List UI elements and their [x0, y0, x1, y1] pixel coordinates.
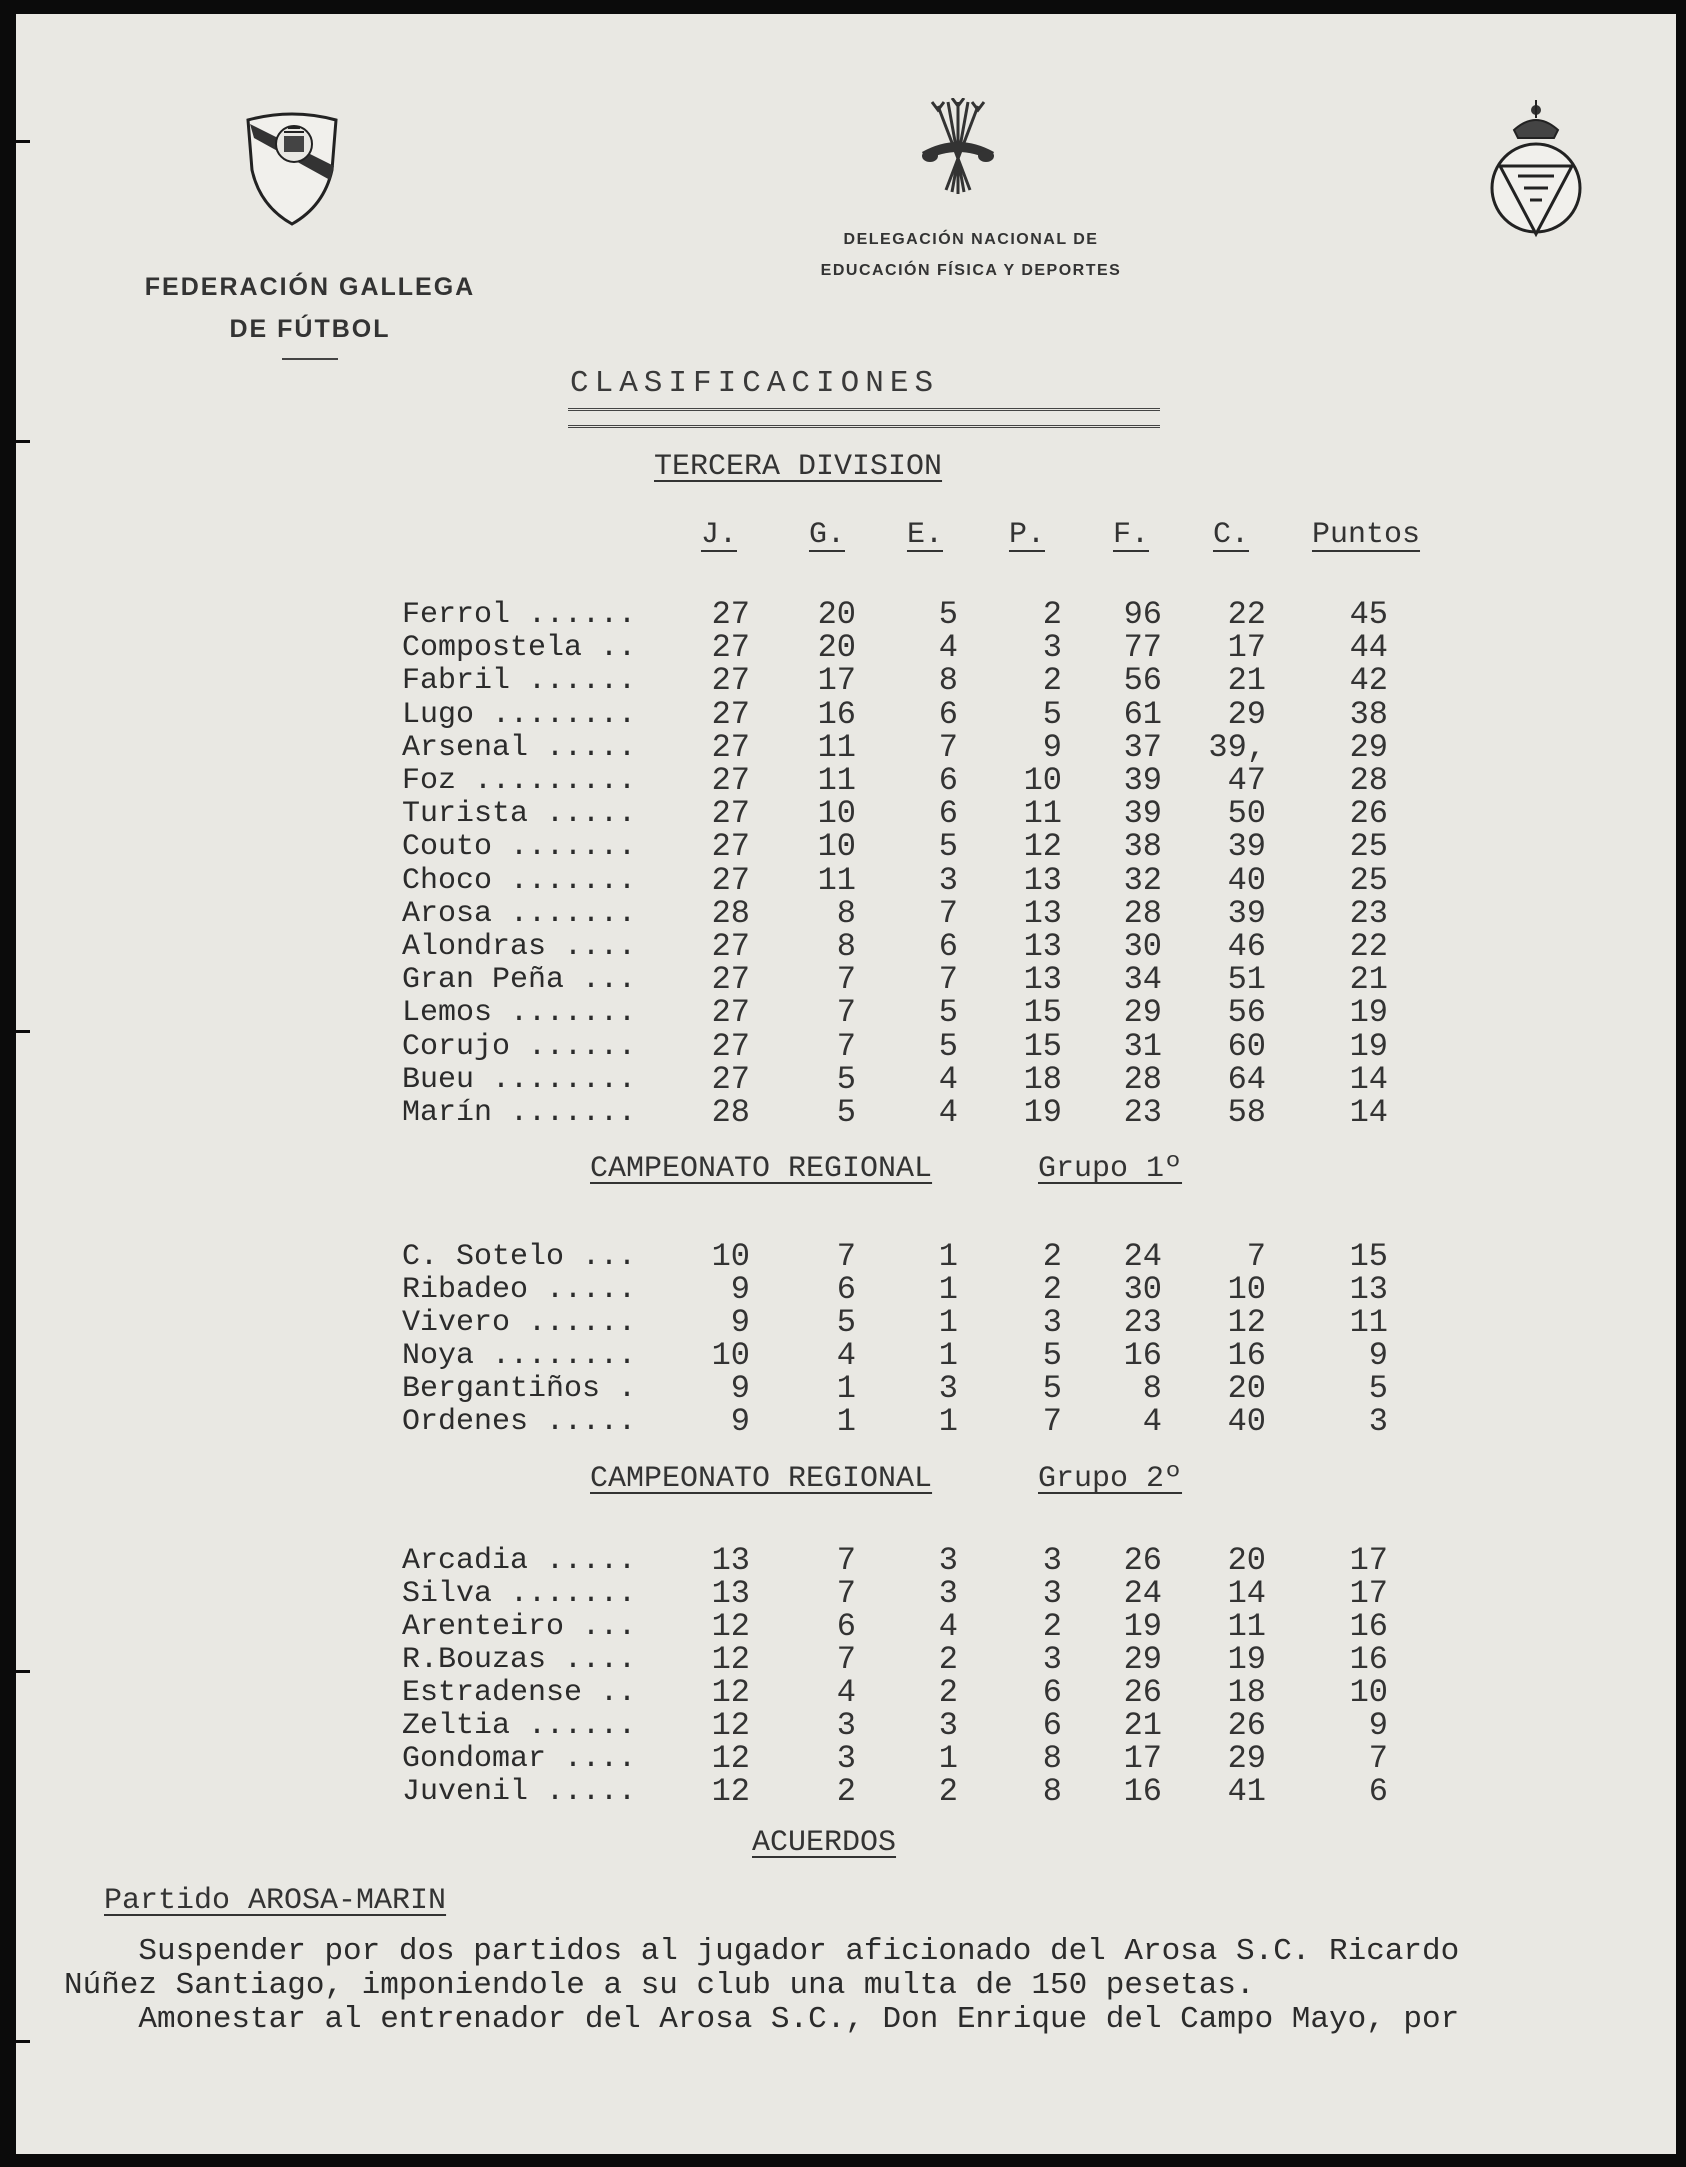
stat-p: 7 [1042, 1403, 1062, 1440]
team-name: Silva ....... [402, 1577, 637, 1611]
team-name: Ribadeo ..... [402, 1273, 637, 1307]
stat-p: 2 [1042, 1271, 1062, 1308]
stat-j: 13 [711, 1575, 750, 1612]
stat-puntos: 7 [1368, 1740, 1388, 1777]
stat-c: 29 [1227, 695, 1266, 733]
grupo2-label: Grupo 2º [1038, 1462, 1183, 1496]
stat-g: 7 [836, 994, 856, 1032]
team-name: Ferrol ...... [402, 598, 637, 632]
stat-j: 27 [711, 861, 750, 899]
stat-p: 2 [1042, 662, 1062, 700]
punch-mark [16, 1670, 30, 1673]
stat-puntos: 25 [1349, 861, 1388, 899]
column-header: E. [906, 518, 943, 552]
stat-f: 30 [1123, 1271, 1162, 1308]
stat-j: 27 [711, 828, 750, 866]
stat-j: 9 [730, 1304, 750, 1341]
document-page [16, 14, 1676, 2154]
stat-f: 23 [1123, 1094, 1162, 1131]
team-name: Arcadia ..... [402, 1544, 637, 1578]
stat-c: 16 [1227, 1337, 1266, 1374]
stat-e: 2 [938, 1674, 958, 1711]
team-name: Choco ....... [402, 863, 637, 898]
stat-g: 17 [817, 662, 856, 700]
stat-e: 5 [938, 1027, 958, 1065]
team-name: C. Sotelo ... [402, 1240, 637, 1274]
stat-g: 10 [817, 828, 856, 866]
stat-e: 4 [938, 1060, 958, 1098]
stat-f: 29 [1123, 994, 1162, 1032]
stat-g: 16 [817, 695, 856, 733]
stat-g: 7 [836, 1542, 856, 1579]
stat-c: 7 [1246, 1238, 1266, 1275]
title-double-rule [568, 408, 1160, 428]
stat-p: 3 [1042, 629, 1062, 667]
grupo1-label: Grupo 1º [1038, 1152, 1183, 1186]
stat-c: 39 [1227, 894, 1266, 932]
stat-j: 10 [711, 1238, 750, 1275]
stat-p: 2 [1042, 596, 1062, 633]
team-name: Couto ....... [402, 830, 637, 865]
stat-e: 6 [938, 762, 958, 799]
stat-g: 8 [836, 928, 856, 965]
team-name: Vivero ...... [402, 1306, 637, 1340]
org-left-line2: DE FÚTBOL [229, 315, 391, 343]
stat-puntos: 23 [1349, 894, 1388, 932]
stat-f: 61 [1123, 695, 1162, 733]
stat-c: 41 [1227, 1773, 1266, 1810]
team-name: Corujo ...... [402, 1029, 637, 1064]
stat-e: 1 [938, 1238, 958, 1275]
stat-c: 64 [1227, 1060, 1266, 1098]
stat-p: 3 [1042, 1304, 1062, 1341]
column-header: J. [700, 518, 737, 552]
stat-f: 39 [1123, 795, 1162, 833]
stat-g: 7 [836, 961, 856, 999]
stat-f: 37 [1123, 728, 1162, 766]
stat-j: 28 [711, 1094, 750, 1131]
team-name: Lemos ....... [402, 996, 637, 1031]
delegacion-nacional-name [786, 224, 1156, 286]
acuerdos-heading: ACUERDOS [752, 1826, 897, 1860]
stat-g: 4 [836, 1674, 856, 1711]
org-center-line2: EDUCACIÓN FÍSICA Y DEPORTES [820, 262, 1122, 279]
stat-g: 11 [817, 861, 856, 899]
stat-p: 3 [1042, 1641, 1062, 1678]
stat-puntos: 6 [1368, 1773, 1388, 1810]
stat-j: 9 [730, 1271, 750, 1308]
stat-g: 8 [836, 894, 856, 932]
stat-e: 6 [938, 695, 958, 733]
stat-p: 13 [1023, 894, 1062, 932]
stat-f: 29 [1123, 1641, 1162, 1678]
stat-f: 16 [1123, 1773, 1162, 1810]
stat-e: 3 [938, 861, 958, 899]
stat-f: 16 [1123, 1337, 1162, 1374]
column-header: Puntos [1311, 518, 1421, 552]
stat-puntos: 13 [1349, 1271, 1388, 1308]
stat-j: 27 [711, 961, 750, 999]
stat-j: 27 [711, 1060, 750, 1098]
stat-puntos: 28 [1349, 762, 1388, 799]
team-name: R.Bouzas .... [402, 1643, 637, 1677]
stat-p: 5 [1042, 1370, 1062, 1407]
stat-puntos: 17 [1349, 1575, 1388, 1612]
stat-puntos: 9 [1368, 1337, 1388, 1374]
stat-p: 15 [1023, 1027, 1062, 1065]
punch-mark [16, 2040, 30, 2043]
stat-e: 7 [938, 894, 958, 932]
stat-f: 96 [1123, 596, 1162, 633]
team-name: Juvenil ..... [402, 1775, 637, 1809]
stat-puntos: 10 [1349, 1674, 1388, 1711]
team-name: Foz ......... [402, 764, 637, 798]
stat-puntos: 26 [1349, 795, 1388, 833]
stat-c: 39 [1227, 828, 1266, 866]
stat-g: 7 [836, 1575, 856, 1612]
stat-p: 9 [1042, 728, 1062, 766]
stat-j: 27 [711, 662, 750, 700]
acuerdos-line1: Suspender por dos partidos al jugador aficionado del Arosa S.C. Ricardo [64, 1934, 1460, 1969]
stat-f: 17 [1123, 1740, 1162, 1777]
stat-j: 27 [711, 994, 750, 1032]
stat-c: 40 [1227, 1403, 1266, 1440]
stat-j: 27 [711, 596, 750, 633]
stat-c: 10 [1227, 1271, 1266, 1308]
acuerdos-line2: Núñez Santiago, imponiendole a su club una multa de 150 pesetas. [64, 1968, 1255, 2003]
stat-f: 56 [1123, 662, 1162, 700]
stat-g: 7 [836, 1027, 856, 1065]
stat-f: 26 [1123, 1542, 1162, 1579]
stat-p: 13 [1023, 928, 1062, 965]
punch-mark [16, 140, 30, 143]
stat-c: 12 [1227, 1304, 1266, 1341]
stat-p: 11 [1023, 795, 1062, 833]
stat-j: 27 [711, 795, 750, 833]
stat-f: 24 [1123, 1238, 1162, 1275]
acuerdos-line3: Amonestar al entrenador del Arosa S.C., Don Enrique del Campo Mayo, por [64, 2002, 1460, 2037]
org-left-line1: FEDERACIÓN GALLEGA [144, 273, 476, 301]
stat-c: 47 [1227, 762, 1266, 799]
stat-p: 6 [1042, 1674, 1062, 1711]
stat-puntos: 25 [1349, 828, 1388, 866]
stat-j: 12 [711, 1740, 750, 1777]
stat-f: 32 [1123, 861, 1162, 899]
stat-f: 21 [1123, 1707, 1162, 1744]
team-name: Bergantiños . [402, 1372, 637, 1406]
stat-p: 8 [1042, 1740, 1062, 1777]
stat-e: 5 [938, 596, 958, 633]
stat-p: 2 [1042, 1238, 1062, 1275]
stat-puntos: 5 [1368, 1370, 1388, 1407]
stat-e: 7 [938, 728, 958, 766]
column-header: C. [1212, 518, 1249, 552]
stat-p: 6 [1042, 1707, 1062, 1744]
team-name: Lugo ........ [402, 697, 637, 732]
team-name: Arenteiro ... [402, 1610, 637, 1644]
stat-p: 8 [1042, 1773, 1062, 1810]
stat-e: 3 [938, 1542, 958, 1579]
stat-p: 2 [1042, 1608, 1062, 1645]
stat-g: 5 [836, 1304, 856, 1341]
stat-p: 18 [1023, 1060, 1062, 1098]
stat-p: 13 [1023, 961, 1062, 999]
stat-puntos: 38 [1349, 695, 1388, 733]
stat-f: 8 [1142, 1370, 1162, 1407]
team-name: Gondomar .... [402, 1742, 637, 1776]
stat-c: 60 [1227, 1027, 1266, 1065]
stat-f: 31 [1123, 1027, 1162, 1065]
grupo1-heading: CAMPEONATO REGIONAL [590, 1152, 933, 1186]
stat-puntos: 14 [1349, 1094, 1388, 1131]
stat-f: 4 [1142, 1403, 1162, 1440]
stat-p: 13 [1023, 861, 1062, 899]
team-name: Ordenes ..... [402, 1405, 637, 1439]
stat-j: 12 [711, 1608, 750, 1645]
stat-g: 5 [836, 1060, 856, 1098]
stat-f: 38 [1123, 828, 1162, 866]
stat-j: 10 [711, 1337, 750, 1374]
stat-f: 28 [1123, 1060, 1162, 1098]
stat-j: 12 [711, 1641, 750, 1678]
stat-g: 7 [836, 1641, 856, 1678]
team-name: Arosa ....... [402, 896, 637, 931]
stat-e: 4 [938, 1608, 958, 1645]
stat-p: 5 [1042, 1337, 1062, 1374]
team-name: Fabril ...... [402, 664, 637, 699]
stat-c: 39, [1208, 728, 1266, 766]
stat-j: 27 [711, 695, 750, 733]
stat-g: 6 [836, 1271, 856, 1308]
stat-puntos: 42 [1349, 662, 1388, 700]
stat-puntos: 21 [1349, 961, 1388, 999]
stat-j: 12 [711, 1674, 750, 1711]
stat-c: 17 [1227, 629, 1266, 667]
stat-j: 9 [730, 1403, 750, 1440]
stat-puntos: 11 [1349, 1304, 1388, 1341]
page-title: CLASIFICACIONES [570, 366, 940, 401]
stat-e: 5 [938, 828, 958, 866]
tercera-division-heading: TERCERA DIVISION [654, 450, 943, 484]
stat-f: 77 [1123, 629, 1162, 667]
stat-f: 26 [1123, 1674, 1162, 1711]
stat-j: 12 [711, 1707, 750, 1744]
stat-puntos: 9 [1368, 1707, 1388, 1744]
stat-g: 1 [836, 1403, 856, 1440]
stat-j: 27 [711, 728, 750, 766]
stat-g: 6 [836, 1608, 856, 1645]
stat-e: 6 [938, 795, 958, 833]
stat-e: 5 [938, 994, 958, 1032]
stat-p: 3 [1042, 1542, 1062, 1579]
stat-c: 11 [1227, 1608, 1266, 1645]
stat-f: 34 [1123, 961, 1162, 999]
stat-g: 1 [836, 1370, 856, 1407]
stat-puntos: 45 [1349, 596, 1388, 633]
stat-f: 28 [1123, 894, 1162, 932]
federacion-gallega-name [128, 266, 492, 360]
stat-g: 11 [817, 728, 856, 766]
stat-f: 30 [1123, 928, 1162, 965]
stat-j: 13 [711, 1542, 750, 1579]
stat-e: 1 [938, 1304, 958, 1341]
royal-federation-badge-icon [1484, 96, 1588, 244]
org-left-underline [282, 358, 338, 360]
stat-puntos: 14 [1349, 1060, 1388, 1098]
stat-c: 21 [1227, 662, 1266, 700]
stat-g: 11 [817, 762, 856, 799]
org-center-line1: DELEGACIÓN NACIONAL DE [843, 231, 1099, 248]
punch-mark [16, 440, 30, 443]
stat-p: 10 [1023, 762, 1062, 799]
team-name: Turista ..... [402, 797, 637, 832]
stat-j: 9 [730, 1370, 750, 1407]
stat-e: 1 [938, 1740, 958, 1777]
stat-f: 19 [1123, 1608, 1162, 1645]
stat-j: 27 [711, 1027, 750, 1065]
stat-f: 39 [1123, 762, 1162, 799]
stat-p: 5 [1042, 695, 1062, 733]
team-name: Gran Peña ... [402, 963, 637, 998]
yoke-and-arrows-icon [916, 98, 1000, 198]
stat-puntos: 19 [1349, 994, 1388, 1032]
stat-g: 20 [817, 596, 856, 633]
stat-e: 1 [938, 1403, 958, 1440]
stat-puntos: 44 [1349, 629, 1388, 667]
stat-g: 4 [836, 1337, 856, 1374]
stat-c: 20 [1227, 1370, 1266, 1407]
stat-c: 50 [1227, 795, 1266, 833]
stat-e: 1 [938, 1337, 958, 1374]
stat-j: 12 [711, 1773, 750, 1810]
team-name: Zeltia ...... [402, 1709, 637, 1743]
stat-e: 4 [938, 629, 958, 667]
team-name: Compostela .. [402, 631, 637, 666]
team-name: Bueu ........ [402, 1062, 637, 1097]
stat-j: 28 [711, 894, 750, 932]
team-name: Estradense .. [402, 1676, 637, 1710]
stat-c: 58 [1227, 1094, 1266, 1131]
stat-p: 3 [1042, 1575, 1062, 1612]
stat-p: 15 [1023, 994, 1062, 1032]
team-name: Alondras .... [402, 930, 637, 964]
punch-mark [16, 1030, 30, 1033]
column-header: F. [1112, 518, 1149, 552]
stat-g: 3 [836, 1740, 856, 1777]
stat-e: 6 [938, 928, 958, 965]
stat-e: 3 [938, 1707, 958, 1744]
stat-e: 3 [938, 1575, 958, 1612]
stat-c: 40 [1227, 861, 1266, 899]
stat-e: 3 [938, 1370, 958, 1407]
stat-g: 3 [836, 1707, 856, 1744]
stat-c: 22 [1227, 596, 1266, 633]
column-header: P. [1008, 518, 1045, 552]
stat-e: 7 [938, 961, 958, 999]
stat-j: 27 [711, 629, 750, 667]
grupo2-heading: CAMPEONATO REGIONAL [590, 1462, 933, 1496]
stat-puntos: 22 [1349, 928, 1388, 965]
federacion-gallega-shield-icon [244, 110, 340, 228]
team-name: Marín ....... [402, 1096, 637, 1130]
stat-g: 7 [836, 1238, 856, 1275]
stat-p: 12 [1023, 828, 1062, 866]
stat-puntos: 29 [1349, 728, 1388, 766]
stat-puntos: 15 [1349, 1238, 1388, 1275]
stat-c: 14 [1227, 1575, 1266, 1612]
stat-g: 10 [817, 795, 856, 833]
stat-f: 23 [1123, 1304, 1162, 1341]
stat-j: 27 [711, 928, 750, 965]
stat-puntos: 17 [1349, 1542, 1388, 1579]
stat-puntos: 16 [1349, 1641, 1388, 1678]
stat-f: 24 [1123, 1575, 1162, 1612]
stat-c: 51 [1227, 961, 1266, 999]
stat-puntos: 3 [1368, 1403, 1388, 1440]
stat-e: 4 [938, 1094, 958, 1131]
stat-c: 19 [1227, 1641, 1266, 1678]
stat-c: 46 [1227, 928, 1266, 965]
stat-c: 20 [1227, 1542, 1266, 1579]
stat-c: 18 [1227, 1674, 1266, 1711]
stat-puntos: 19 [1349, 1027, 1388, 1065]
stat-j: 27 [711, 762, 750, 799]
stat-c: 56 [1227, 994, 1266, 1032]
stat-e: 8 [938, 662, 958, 700]
stat-c: 26 [1227, 1707, 1266, 1744]
stat-g: 20 [817, 629, 856, 667]
team-name: Arsenal ..... [402, 730, 637, 765]
stat-e: 2 [938, 1641, 958, 1678]
team-name: Noya ........ [402, 1339, 637, 1373]
stat-g: 5 [836, 1094, 856, 1131]
column-header: G. [808, 518, 845, 552]
stat-e: 1 [938, 1271, 958, 1308]
stat-c: 29 [1227, 1740, 1266, 1777]
acuerdos-subheading: Partido AROSA-MARIN [104, 1884, 447, 1918]
stat-e: 2 [938, 1773, 958, 1810]
stat-g: 2 [836, 1773, 856, 1810]
stat-puntos: 16 [1349, 1608, 1388, 1645]
stat-p: 19 [1023, 1094, 1062, 1131]
